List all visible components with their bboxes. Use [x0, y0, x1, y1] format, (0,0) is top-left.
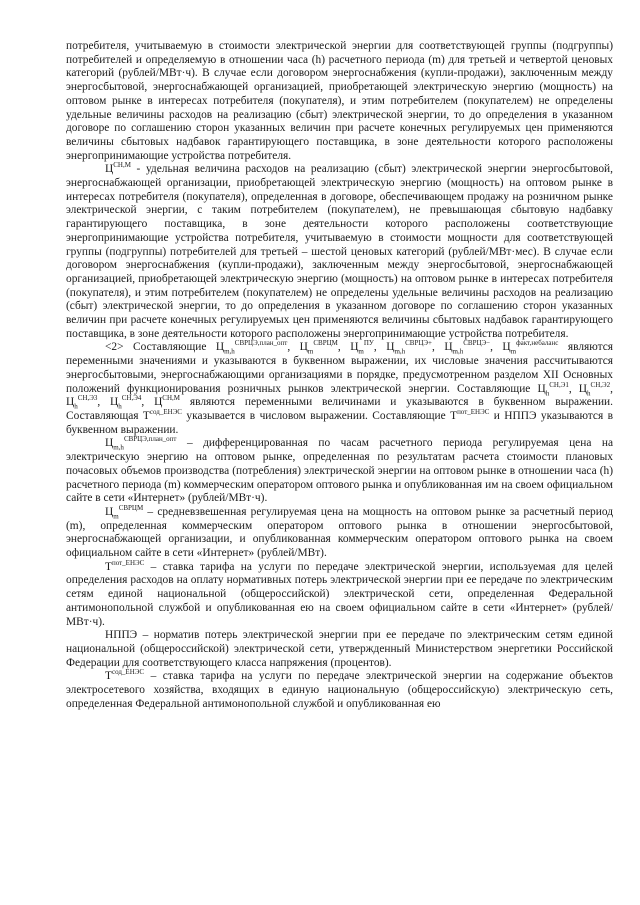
paragraph-5: $Ц_m^{СВРЦМ}$ – средневзвешенная регулируемая цена на мощность на оптовом рынке за расчетный период (m), определенная коммерческим оператором оптового рынка в отношении энергосбытовой, энергоснабжающей организации, и опубликованная коммерческим оператором оптового рынка на своем официальном сайте в сети «Интернет» (рублей/МВт).	[66, 504, 613, 560]
paragraph-3: <2> Составляющие $Ц_{m,h}^{СВРЦЭ,план\_опт}$, $Ц_m^{СВРЦМ}$, $Ц_m^{ПУ}$, $Ц_{m,h}^{СВРЦЭ+}$, $Ц_{m,h}^{СВРЦЭ-}$, $Ц_m^{факт,небаланс}$ являются переменными значениями и указываются в буквенном выражении, их числовые значения рассчитываются энергосбытовыми, энергоснабжающими организациями в порядке, предусмотренном разделом XII Основных положений функционирования розничных рынков электрической энергии. Составляющие $Ц_h^{СН,Э1}$, $Ц_h^{СН,Э2}$, $Ц_h^{СН,Э3}$, $Ц_h^{СН,Э4}$, $Ц^{СН,М}$ являются переменными величинами и указываются в буквенном выражении. Составляющая $Т^{сод\_ЕНЭС}$ указывается в числовом выражении. Составляющие $Т^{пот\_ЕНЭС}$ и НППЭ указываются в буквенном выражении.	[66, 339, 614, 436]
paragraph-8: $Т^{сод\_ЕНЭС}$ – ставка тарифа на услуги по передаче электрической энергии на содержание объектов электросетевого хозяйства, входящих в единую национальную (общероссийскую) электрическую сеть, определенная Федеральной антимонопольной службой и опубликованная ею	[66, 668, 613, 710]
paragraph-7: НППЭ – норматив потерь электрической энергии при ее передаче по электрическим сетям единой национальной (общероссийской) электрической сети, утвержденный Министерством энергетики Российской Федерации для соответствующего класса напряжения (процентов).	[66, 629, 613, 669]
paragraph-6: $Т^{пот\_ЕНЭС}$ – ставка тарифа на услуги по передаче электрической энергии, используемая для целей определения расходов на оплату нормативных потерь электрической энергии при ее передаче по электрическим сетям единой национальной (общероссийской) электрической сети, определенная Федеральной антимонопольной службой и опубликованная ею на своем официальном сайте в сети «Интернет» (рублей/МВт·ч).	[66, 558, 613, 628]
paragraph-2: $Ц^{СН,М}$ - удельная величина расходов на реализацию (сбыт) электрической энергии энергосбытовой, энергоснабжающей организации, приобретающей электрическую энергию (мощность) на оптовом рынке в интересах потребителя (покупателя), определенная в договоре, обеспечивающем продажу на розничном рынке электрической энергии, с таким потребителем (покупателем), не превышающая сбытовую надбавку гарантирующего поставщика, в зоне деятельности которого расположены соответствующие энергопринимающие устройства потребителя, учитываемую в стоимости мощности для соответствующей группы (подгруппы) потребителей для третьей – шестой ценовых категорий (рублей/МВт·мес). В случае если договором энергоснабжения (купли-продажи), заключенным между энергосбытовой, энергоснабжающей организацией, приобретающей электрическую энергию (мощность) на оптовом рынке в интересах потребителя (покупателя), и этим потребителем (покупателем) не определены удельные величины расходов на реализацию (сбыт) электрической энергии, то до определения в указанном договоре по соглашению сторон указанных величин при расчете конечных регулируемых цен применяются величины сбытовых надбавок гарантирующего поставщика, в зоне деятельности которого расположены энергопринимающие устройства потребителя.	[66, 161, 613, 340]
paragraph-1: потребителя, учитываемую в стоимости электрической энергии для соответствующей группы (подгруппы) потребителей и определяемую в отношении часа (h) расчетного периода (m) для третьей и четвертой ценовых категорий (рублей/МВт·ч). В случае если договором энергоснабжения (купли-продажи), заключенным между энергосбытовой, энергоснабжающей организацией, приобретающей электрическую энергию (мощность) на оптовом рынке в интересах потребителя (покупателя), и этим потребителем (покупателем) не определены удельные величины расходов на реализацию (сбыт) электрической энергии, то до определения в указанном договоре по соглашению сторон указанных величин при расчете конечных регулируемых цен применяются величины сбытовых надбавок гарантирующего поставщика, в зоне деятельности которого расположены энергопринимающие устройства потребителя.	[66, 40, 613, 162]
paragraph-4: $Ц_{m,h}^{СВРЦЭ,план\_опт}$ – дифференцированная по часам расчетного периода регулируемая цена на электрическую энергию на оптовом рынке, определенная по результатам расчета стоимости плановых почасовых объемов производства (потребления) электрической энергии на оптовом рынке в отношении часа (h) расчетного периода (m) коммерческим оператором оптового рынка и опубликованная им на своем официальном сайте в сети «Интернет» (рублей/МВт·ч).	[66, 435, 613, 505]
